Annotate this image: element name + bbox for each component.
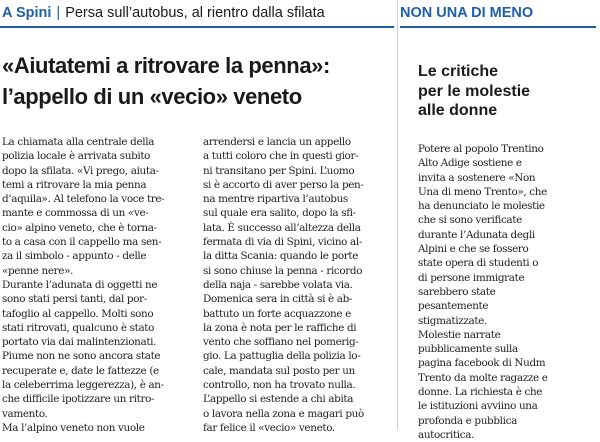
section-label: A Spini (2, 5, 52, 21)
sidebar-kicker: NON UNA DI MENO (400, 5, 534, 21)
sidebar-body: Potere al popolo Trentino Alto Adige sostiene e invita a sostenere «Non Una di meno Trento», che ha denunciato le molestie che si sono verificate durante l’Adunata degli Alpini e che se fossero state opera di studenti o di persone immigrate sarebbero state pesantemente stigmatizzate. Molestie narrate pubblicamente sulla pagina facebook di Nudm Trento da molte ragazze e donne. La richiesta è che le istituzioni avviino una profonda e pubblica autocritica. (418, 143, 548, 441)
article-column-2: arrendersi e lancia un appello a tutti coloro che in questi gior- ni transitano per Spini. L’uomo si è accorto di aver perso la pen- na mentre ripartiva l’autobus sul quale era salito, dopo la sfi- lata. È successo all’altezza della fermata di via di Spini, vicino al- la ditta Scania: quando le porte si sono chiuse la penna - ricordo della naja - sarebbe volata via. Domenica sera in città si è ab- battuto un forte acquazzone e la zona è nota per le raffiche di vento che soffiano nel pomerig- gio. La pattuglia della polizia lo- cale, mandata sul posto per un controllo, non ha trovato nulla. L’appello si estende a chi abita o lavora nella zona e magari può far felice il «vecio» veneto. (203, 136, 364, 434)
section-rule (0, 26, 394, 28)
headline-line-1: «Aiutatemi a ritrovare la penna»: (2, 53, 330, 78)
kicker-separator: | (56, 5, 61, 21)
headline-line-2: l’appello di un «vecio» veneto (2, 84, 302, 109)
column-divider (397, 0, 398, 429)
sidebar-title: Le critiche per le molestie alle donne (418, 63, 531, 119)
article-column-1: La chiamata alla centrale della polizia locale è arrivata subito dopo la sfilata. «Vi prego, aiuta- temi a ritrovare la mia penna d’aquila». Al telefono la voce tre- mante e commossa di un «ve- cio» alpino veneto, che è torna- to a casa con il cappello ma sen- za il simbolo - appunto - delle «penne nere». Durante l’adunata di oggetti ne sono stati persi tanti, dal por- tafoglio al cappello. Molti sono stati ritrovati, qualcuno è stato portato via dai malintenzionati. Piume non ne sono ancora state recuperate e, date le fattezze (e la celeberrima leggerezza), è an- che difficile ipotizzare un ritro- vamento. Ma l’alpino veneto non vuole (2, 136, 165, 434)
kicker-subtitle: Persa sull’autobus, al rientro dalla sfilata (65, 5, 325, 21)
sidebar-rule (400, 26, 596, 28)
article-kicker (2, 4, 394, 22)
headline (2, 50, 394, 112)
